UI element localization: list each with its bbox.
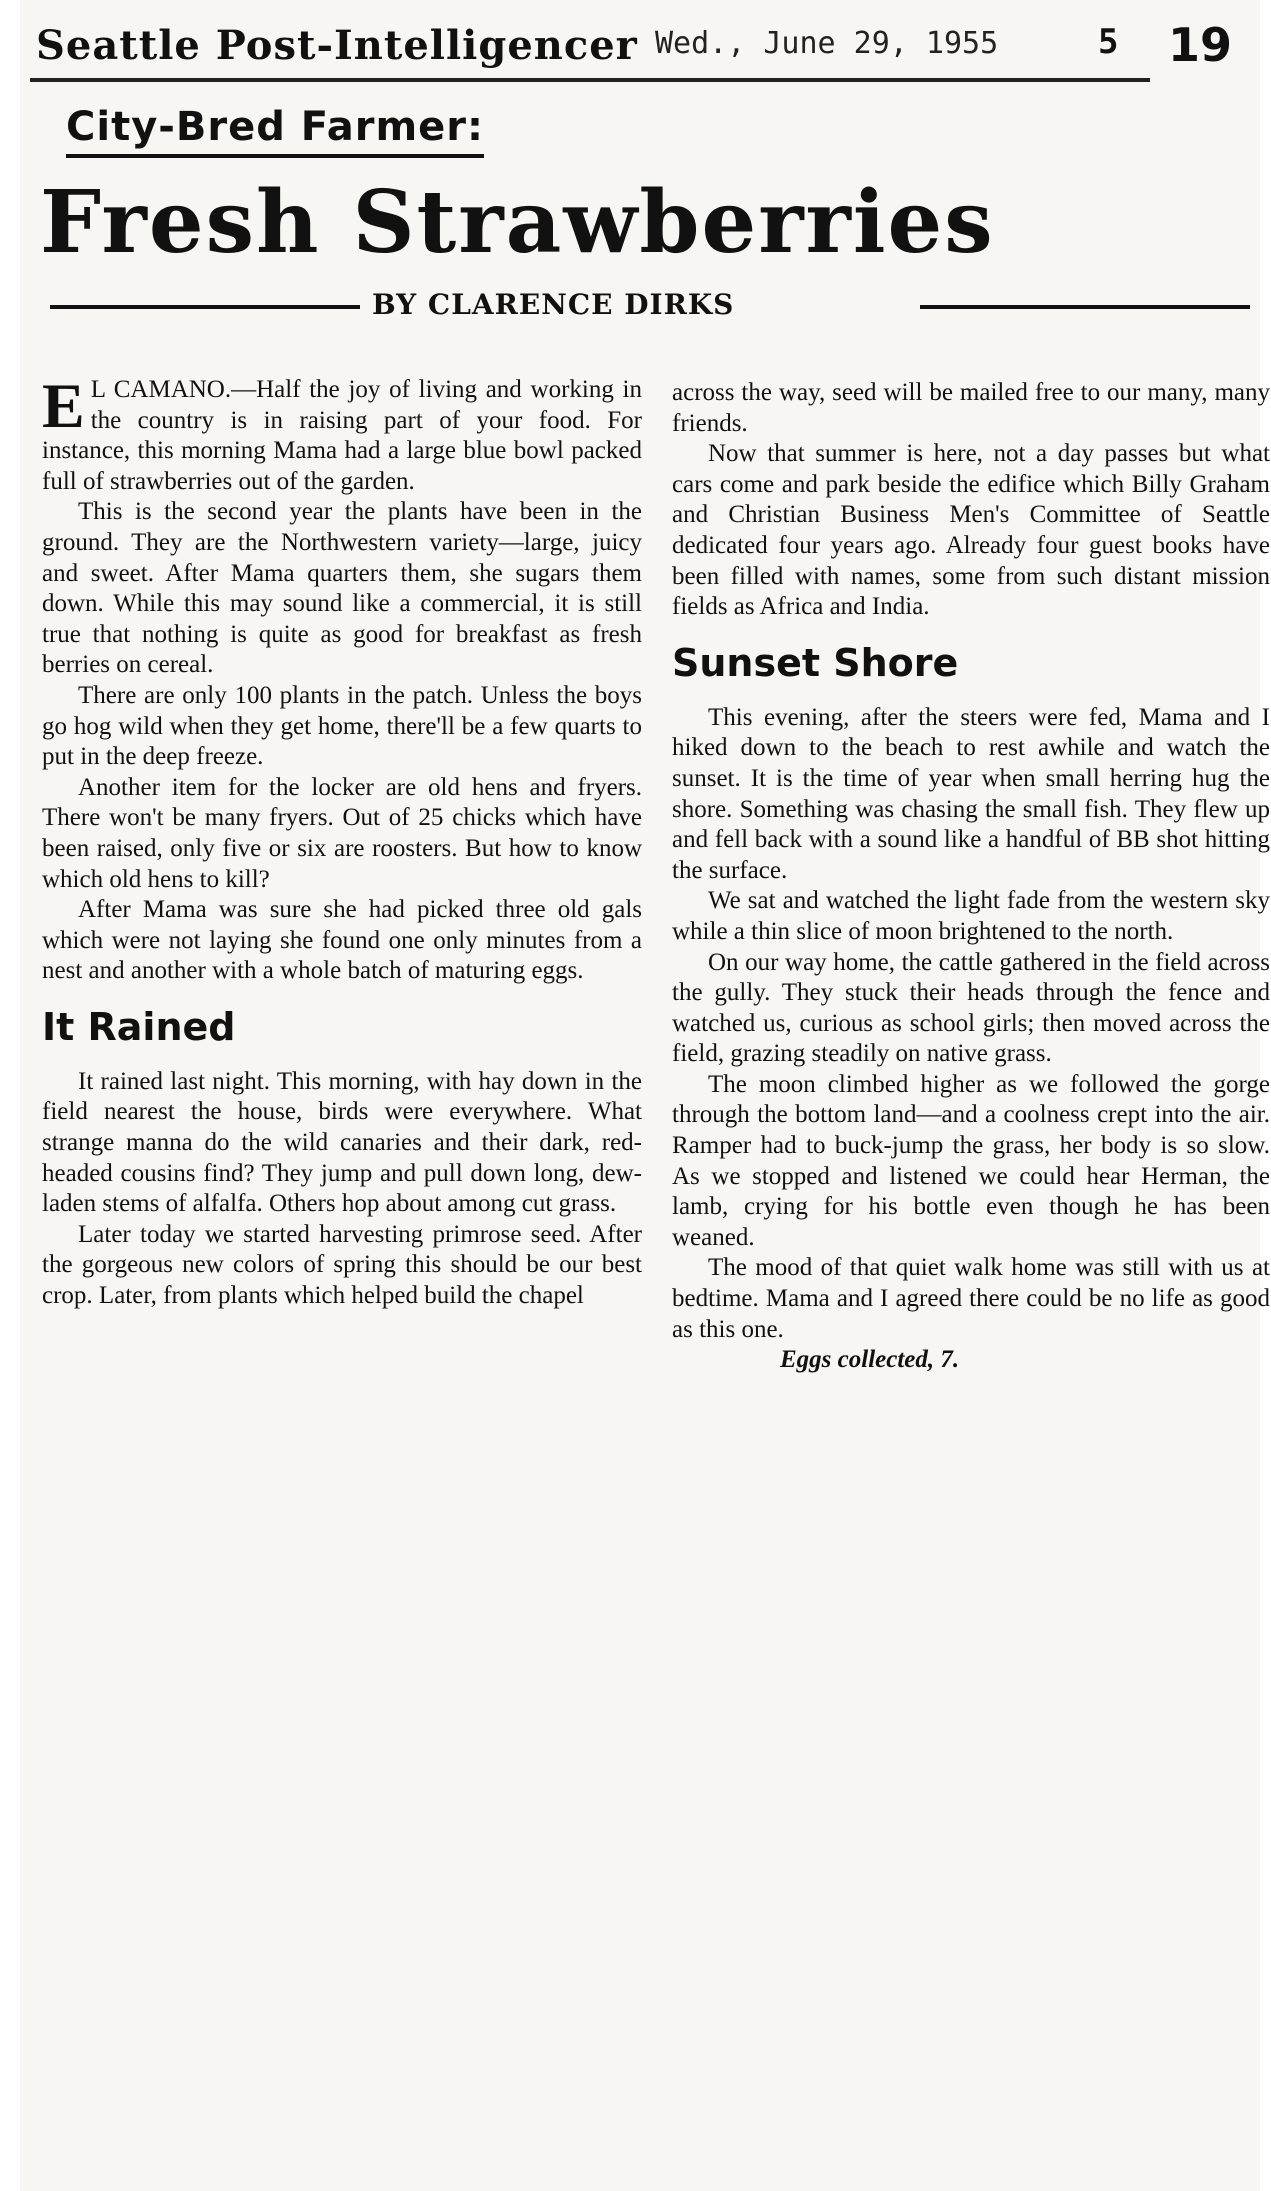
paragraph: This evening, after the steers were fed, Mama and I hiked down to the beach to rest awhile and watch the sunset. It is the time of year when small herring hug the shore. Something was chasing the small fish. They flew up and fell back with a sound like a handful of BB shot hitting the surface. [672,703,1270,884]
paragraph: Later today we started harvesting primrose seed. After the gorgeous new colors of spring this should be our best crop. Later, from plants which helped build the chapel [42,1220,642,1310]
paragraph: On our way home, the cattle gathered in the field across the gully. They stuck their heads through the fence and watched us, curious as school girls; then moved across the field, grazing steadily on native grass. [672,948,1270,1068]
subhead-it-rained: It Rained [42,1004,236,1049]
drop-cap: E [42,370,85,441]
paragraph: This is the second year the plants have been in the ground. They are the Northwestern variety—large, juicy and sweet. After Mama quarters them, she sugars them down. While this may sound like a commercial, it is still true that nothing is quite as good for breakfast as fresh berries on cereal. [42,498,642,679]
handwritten-mark: 5 [1098,22,1119,62]
byline-rule-left [50,305,360,309]
newspaper-clipping [20,0,1270,2191]
signoff: Eggs collected, 7. [780,1346,960,1374]
paragraph: We sat and watched the light fade from the western sky while a thin slice of moon brightened to the north. [672,887,1270,945]
paragraph [42,370,642,497]
paragraph: The moon climbed higher as we followed the gorge through the bottom land—and a coolness crept into the air. Ramper had to buck-jump the grass, her body is so slow. As we stopped and listened we could hear Herman, the lamb, crying for his bottle even though he has been weaned. [672,1070,1270,1251]
byline: BY CLARENCE DIRKS [372,288,735,321]
paragraph-text: L CAMANO.—Half the joy of living and working in the country is in raising part of your food. For instance, this morning Mama had a large blue bowl packed full of strawberries out of the garden. [42,376,642,495]
masthead [30,18,1233,82]
paragraph: After Mama was sure she had picked three old gals which were not laying she found one only minutes from a nest and another with a whole batch of maturing eggs. [42,896,642,985]
paragraph: There are only 100 plants in the patch. Unless the boys go hog wild when they get home, there'll be a few quarts to put in the deep freeze. [42,681,642,771]
page-number: 19 [1168,18,1233,72]
byline-row [50,288,1250,328]
article-column-right [672,378,1270,1376]
paragraph: The mood of that quiet walk home was still with us at bedtime. Mama and I agreed there could be no life as good as this one. [672,1254,1270,1343]
newspaper-name: Seattle Post-Intelligencer [36,22,638,69]
column-kicker: City-Bred Farmer: [66,104,484,158]
paragraph: Another item for the locker are old hens and fryers. There won't be many fryers. Out of 25 chicks which have been raised, only five or six are roosters. But how to know which old hens to kill? [42,773,642,893]
paragraph-continued: across the way, seed will be mailed free to our many, many friends. [672,379,1270,437]
subhead-sunset-shore: Sunset Shore [672,640,959,685]
paragraph: It rained last night. This morning, with hay down in the field nearest the house, birds were everywhere. What strange manna do the wild canaries and their dark, red-headed cousins find? They jump and pull down long, dew-laden stems of alfalfa. Others hop about among cut grass. [42,1067,642,1218]
headline: Fresh Strawberries [40,172,995,273]
publication-date: Wed., June 29, 1955 [655,26,999,61]
article-column-left [42,370,642,1312]
paragraph: Now that summer is here, not a day passes but what cars come and park beside the edifice which Billy Graham and Christian Business Men's Committee of Seattle dedicated four years ago. Already four guest books have been filled with names, some from such distant mission fields as Africa and India. [672,440,1270,621]
byline-rule-right [920,305,1250,309]
